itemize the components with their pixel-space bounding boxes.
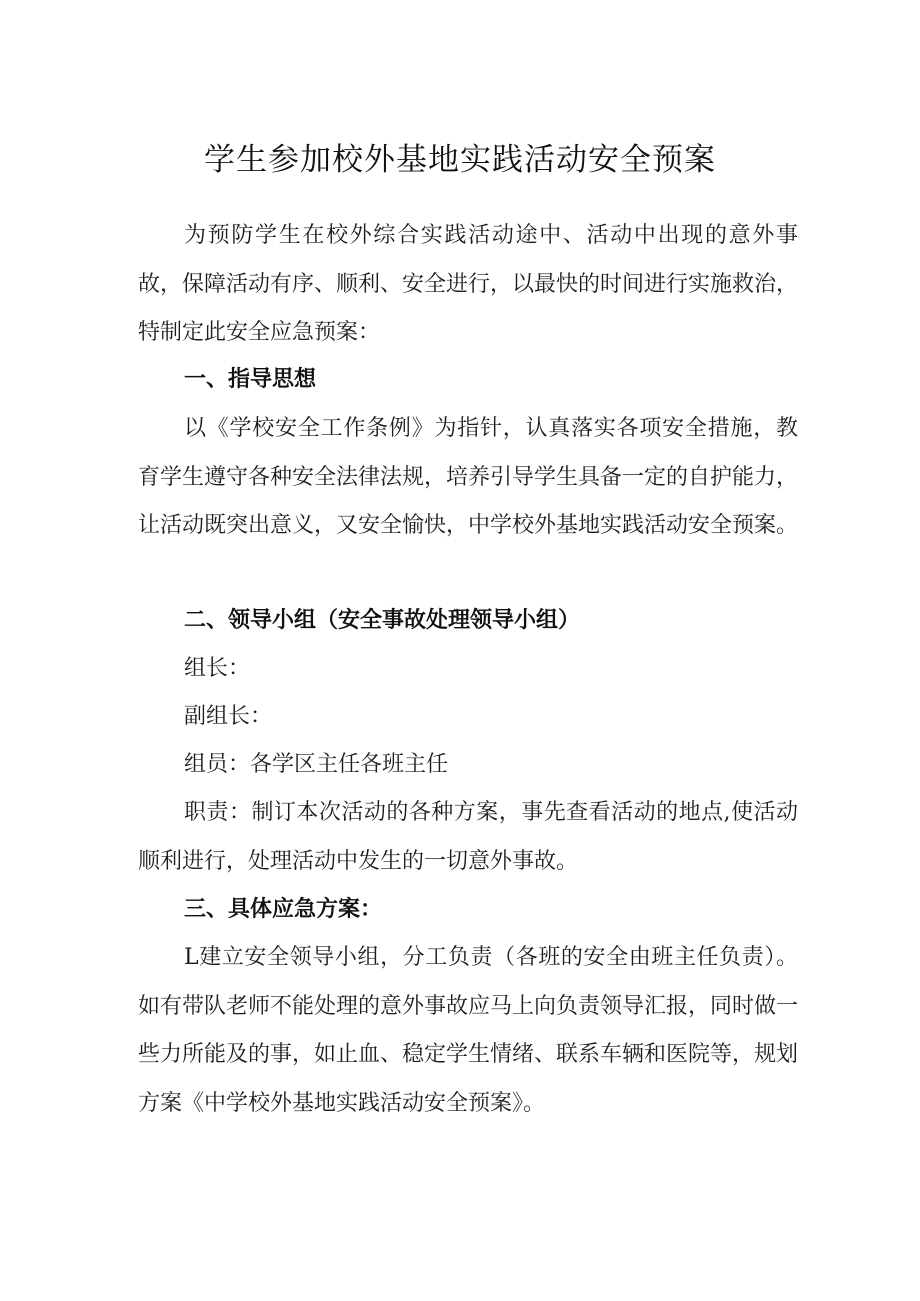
guiding-principle-paragraph: 以《学校安全工作条例》为指针，认真落实各项安全措施，教育学生遵守各种安全法律法规，培养引导学生具备一定的自护能力，让活动既突出意义，又安全愉快，中学校外基地实践活动安全预案。 <box>138 416 799 538</box>
group-members-line: 组员：各学区主任各班主任 <box>184 752 449 777</box>
group-leader-line: 组长： <box>184 656 251 681</box>
deputy-leader-line: 副组长： <box>184 704 273 729</box>
section-heading-leadership-group: 二、领导小组（安全事故处理领导小组） <box>184 608 581 633</box>
document-title: 学生参加校外基地实践活动安全预案 <box>204 142 716 178</box>
section-heading-emergency-plan: 三、具体应急方案： <box>184 897 383 922</box>
section-heading-guiding-principle: 一、指导思想 <box>184 367 317 392</box>
emergency-plan-paragraph: L建立安全领导小组，分工负责（各班的安全由班主任负责）。如有带队老师不能处理的意外事故应马上向负责领导汇报，同时做一些力所能及的事，如止血、稳定学生情绪、联系车辆和医院等，规划方案《中学校外基地实践活动安全预案》。 <box>138 945 799 1116</box>
duties-paragraph: 职责：制订本次活动的各种方案，事先查看活动的地点,使活动顺利进行，处理活动中发生的一切意外事故。 <box>138 800 798 874</box>
intro-paragraph: 为预防学生在校外综合实践活动途中、活动中出现的意外事故，保障活动有序、顺利、安全进行，以最快的时间进行实施救治，特制定此安全应急预案： <box>138 223 799 345</box>
